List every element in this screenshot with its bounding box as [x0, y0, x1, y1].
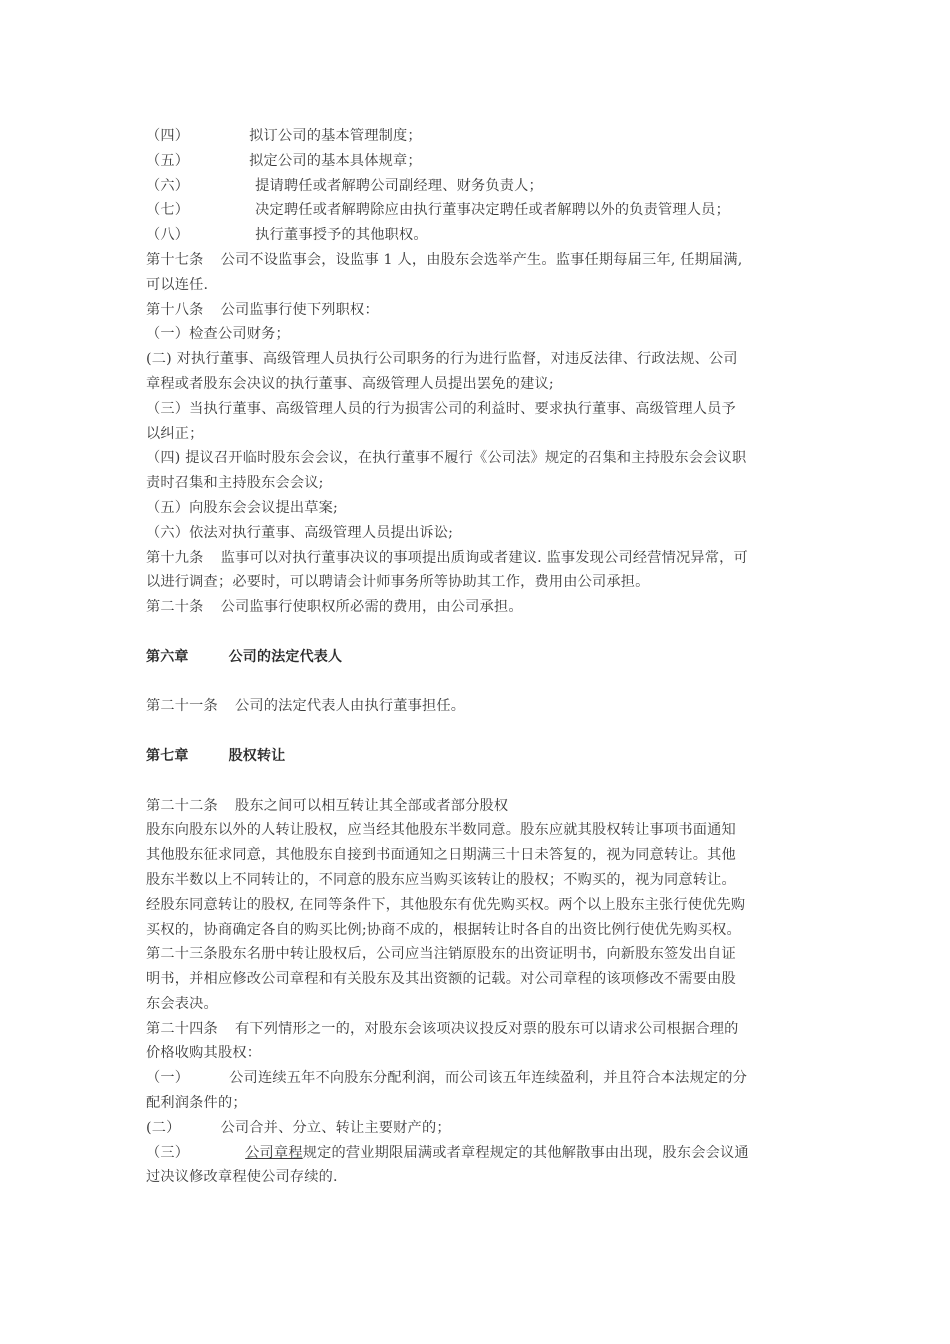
- company-charter-link[interactable]: 公司章程: [245, 1144, 303, 1161]
- document-page: [146, 124, 810, 1190]
- paragraph-line: 股东半数以上不同转让的，不同意的股东应当购买该转让的股权；不购买的，视为同意转让。: [146, 871, 736, 888]
- item-text: 公司合并、分立、转让主要财产的；: [220, 1119, 451, 1136]
- item-text: 拟定公司的基本具体规章；: [249, 152, 422, 169]
- article-text: 公司监事行使职权所必需的费用，由公司承担。: [220, 599, 523, 616]
- item-number: (二）: [146, 1119, 181, 1136]
- article-22: [146, 794, 810, 819]
- article-19: [146, 546, 810, 571]
- list-item: （五）向股东会会议提出草案;: [146, 499, 339, 516]
- list-item: [146, 223, 810, 248]
- article-24-cont: 价格收购其股权：: [146, 1045, 262, 1062]
- chapter-heading: [146, 645, 810, 670]
- list-item: (二) 对执行董事、高级管理人员执行公司职务的行为进行监督，对违反法律、行政法规、公司: [146, 351, 738, 368]
- item-text: 公司连续五年不向股东分配利润，而公司该五年连续盈利，并且符合本法规定的分: [229, 1070, 748, 1087]
- list-item: [146, 1066, 810, 1091]
- list-item: [146, 124, 810, 149]
- article-label: 第十八条: [146, 301, 204, 318]
- article-label: 第二十四条: [146, 1020, 218, 1037]
- article-24: [146, 1017, 810, 1042]
- paragraph-line: 明书，并相应修改公司章程和有关股东及其出资额的记载。对公司章程的该项修改不需要由股: [146, 971, 736, 988]
- paragraph-line: 其他股东征求同意，其他股东自接到书面通知之日期满三十日未答复的，视为同意转让。其他: [146, 847, 736, 864]
- list-item-cont: 过决议修改章程使公司存续的.: [146, 1169, 338, 1186]
- item-number: （五）: [146, 152, 190, 169]
- paragraph-line: 买权的，协商确定各自的购买比例;协商不成的，根据转让时各自的出资比例行使优先购买权。: [146, 921, 741, 938]
- item-number: （四）: [146, 128, 190, 144]
- list-item: [146, 1141, 810, 1166]
- list-item: （一）检查公司财务；: [146, 326, 290, 343]
- article-21: [146, 694, 810, 719]
- article-text: 监事可以对执行董事决议的事项提出质询或者建议. 监事发现公司经营情况异常，可: [220, 549, 748, 566]
- list-item: （三）当执行董事、高级管理人员的行为损害公司的利益时、要求执行董事、高级管理人员予: [146, 400, 736, 417]
- article-text: 公司不设监事会，设监事 1 人，由股东会选举产生。监事任期每届三年, 任期届满,: [220, 251, 743, 268]
- article-text: 公司监事行使下列职权：: [220, 301, 379, 318]
- paragraph-line: 股东向股东以外的人转让股权，应当经其他股东半数同意。股东应就其股权转让事项书面通知: [146, 822, 736, 839]
- item-number: （八）: [146, 227, 190, 244]
- chapter-heading: [146, 744, 810, 769]
- article-label: 第二十条: [146, 599, 204, 616]
- item-text: 提请聘任或者解聘公司副经理、财务负责人；: [255, 177, 543, 194]
- article-label: 第十七条: [146, 251, 204, 268]
- paragraph-line: 东会表决。: [146, 995, 218, 1012]
- article-label: 第二十二条: [146, 797, 218, 814]
- item-number: （三）: [146, 1144, 190, 1161]
- list-item-cont: 章程或者股东会决议的执行董事、高级管理人员提出罢免的建议;: [146, 375, 554, 392]
- chapter-label: 第六章: [146, 648, 189, 665]
- list-item-cont: 以纠正；: [146, 425, 204, 442]
- item-number: （六）: [146, 177, 190, 194]
- article-text: 股东之间可以相互转让其全部或者部分股权: [234, 797, 509, 814]
- chapter-title: 股权转让: [228, 747, 286, 764]
- list-item-cont: 责时召集和主持股东会会议;: [146, 475, 324, 492]
- item-text: 拟订公司的基本管理制度；: [249, 128, 422, 144]
- list-item: [146, 198, 810, 223]
- item-number: （七）: [146, 202, 190, 219]
- article-17-cont: 可以连任.: [146, 276, 209, 293]
- item-text: 执行董事授予的其他职权。: [255, 227, 428, 244]
- item-number: （一）: [146, 1070, 190, 1087]
- article-label: 第十九条: [146, 549, 204, 566]
- article-text: 有下列情形之一的，对股东会该项决议投反对票的股东可以请求公司根据合理的: [234, 1020, 739, 1037]
- chapter-label: 第七章: [146, 747, 189, 764]
- article-20: [146, 595, 810, 620]
- article-text: 公司的法定代表人由执行董事担任。: [234, 698, 466, 715]
- chapter-title: 公司的法定代表人: [228, 648, 343, 665]
- list-item: [146, 1116, 810, 1141]
- list-item: [146, 174, 810, 199]
- paragraph-line: 经股东同意转让的股权, 在同等条件下，其他股东有优先购买权。两个以上股东主张行使优先购: [146, 896, 746, 913]
- article-19-cont: 以进行调查；必要时，可以聘请会计师事务所等协助其工作，费用由公司承担。: [146, 574, 650, 591]
- item-text: 决定聘任或者解聘除应由执行董事决定聘任或者解聘以外的负责管理人员；: [255, 202, 730, 219]
- article-17: [146, 248, 810, 273]
- list-item-cont: 配利润条件的；: [146, 1095, 247, 1112]
- article-18: [146, 298, 810, 323]
- article-label: 第二十一条: [146, 698, 218, 715]
- list-item: （六）依法对执行董事、高级管理人员提出诉讼;: [146, 524, 454, 541]
- list-item: （四) 提议召开临时股东会会议，在执行董事不履行《公司法》规定的召集和主持股东会会议职: [146, 450, 747, 467]
- list-item: [146, 149, 810, 174]
- article-23: 第二十三条股东名册中转让股权后，公司应当注销原股东的出资证明书，向新股东签发出自证: [146, 946, 736, 963]
- item-text: 规定的营业期限届满或者章程规定的其他解散事由出现，股东会会议通: [302, 1144, 749, 1161]
